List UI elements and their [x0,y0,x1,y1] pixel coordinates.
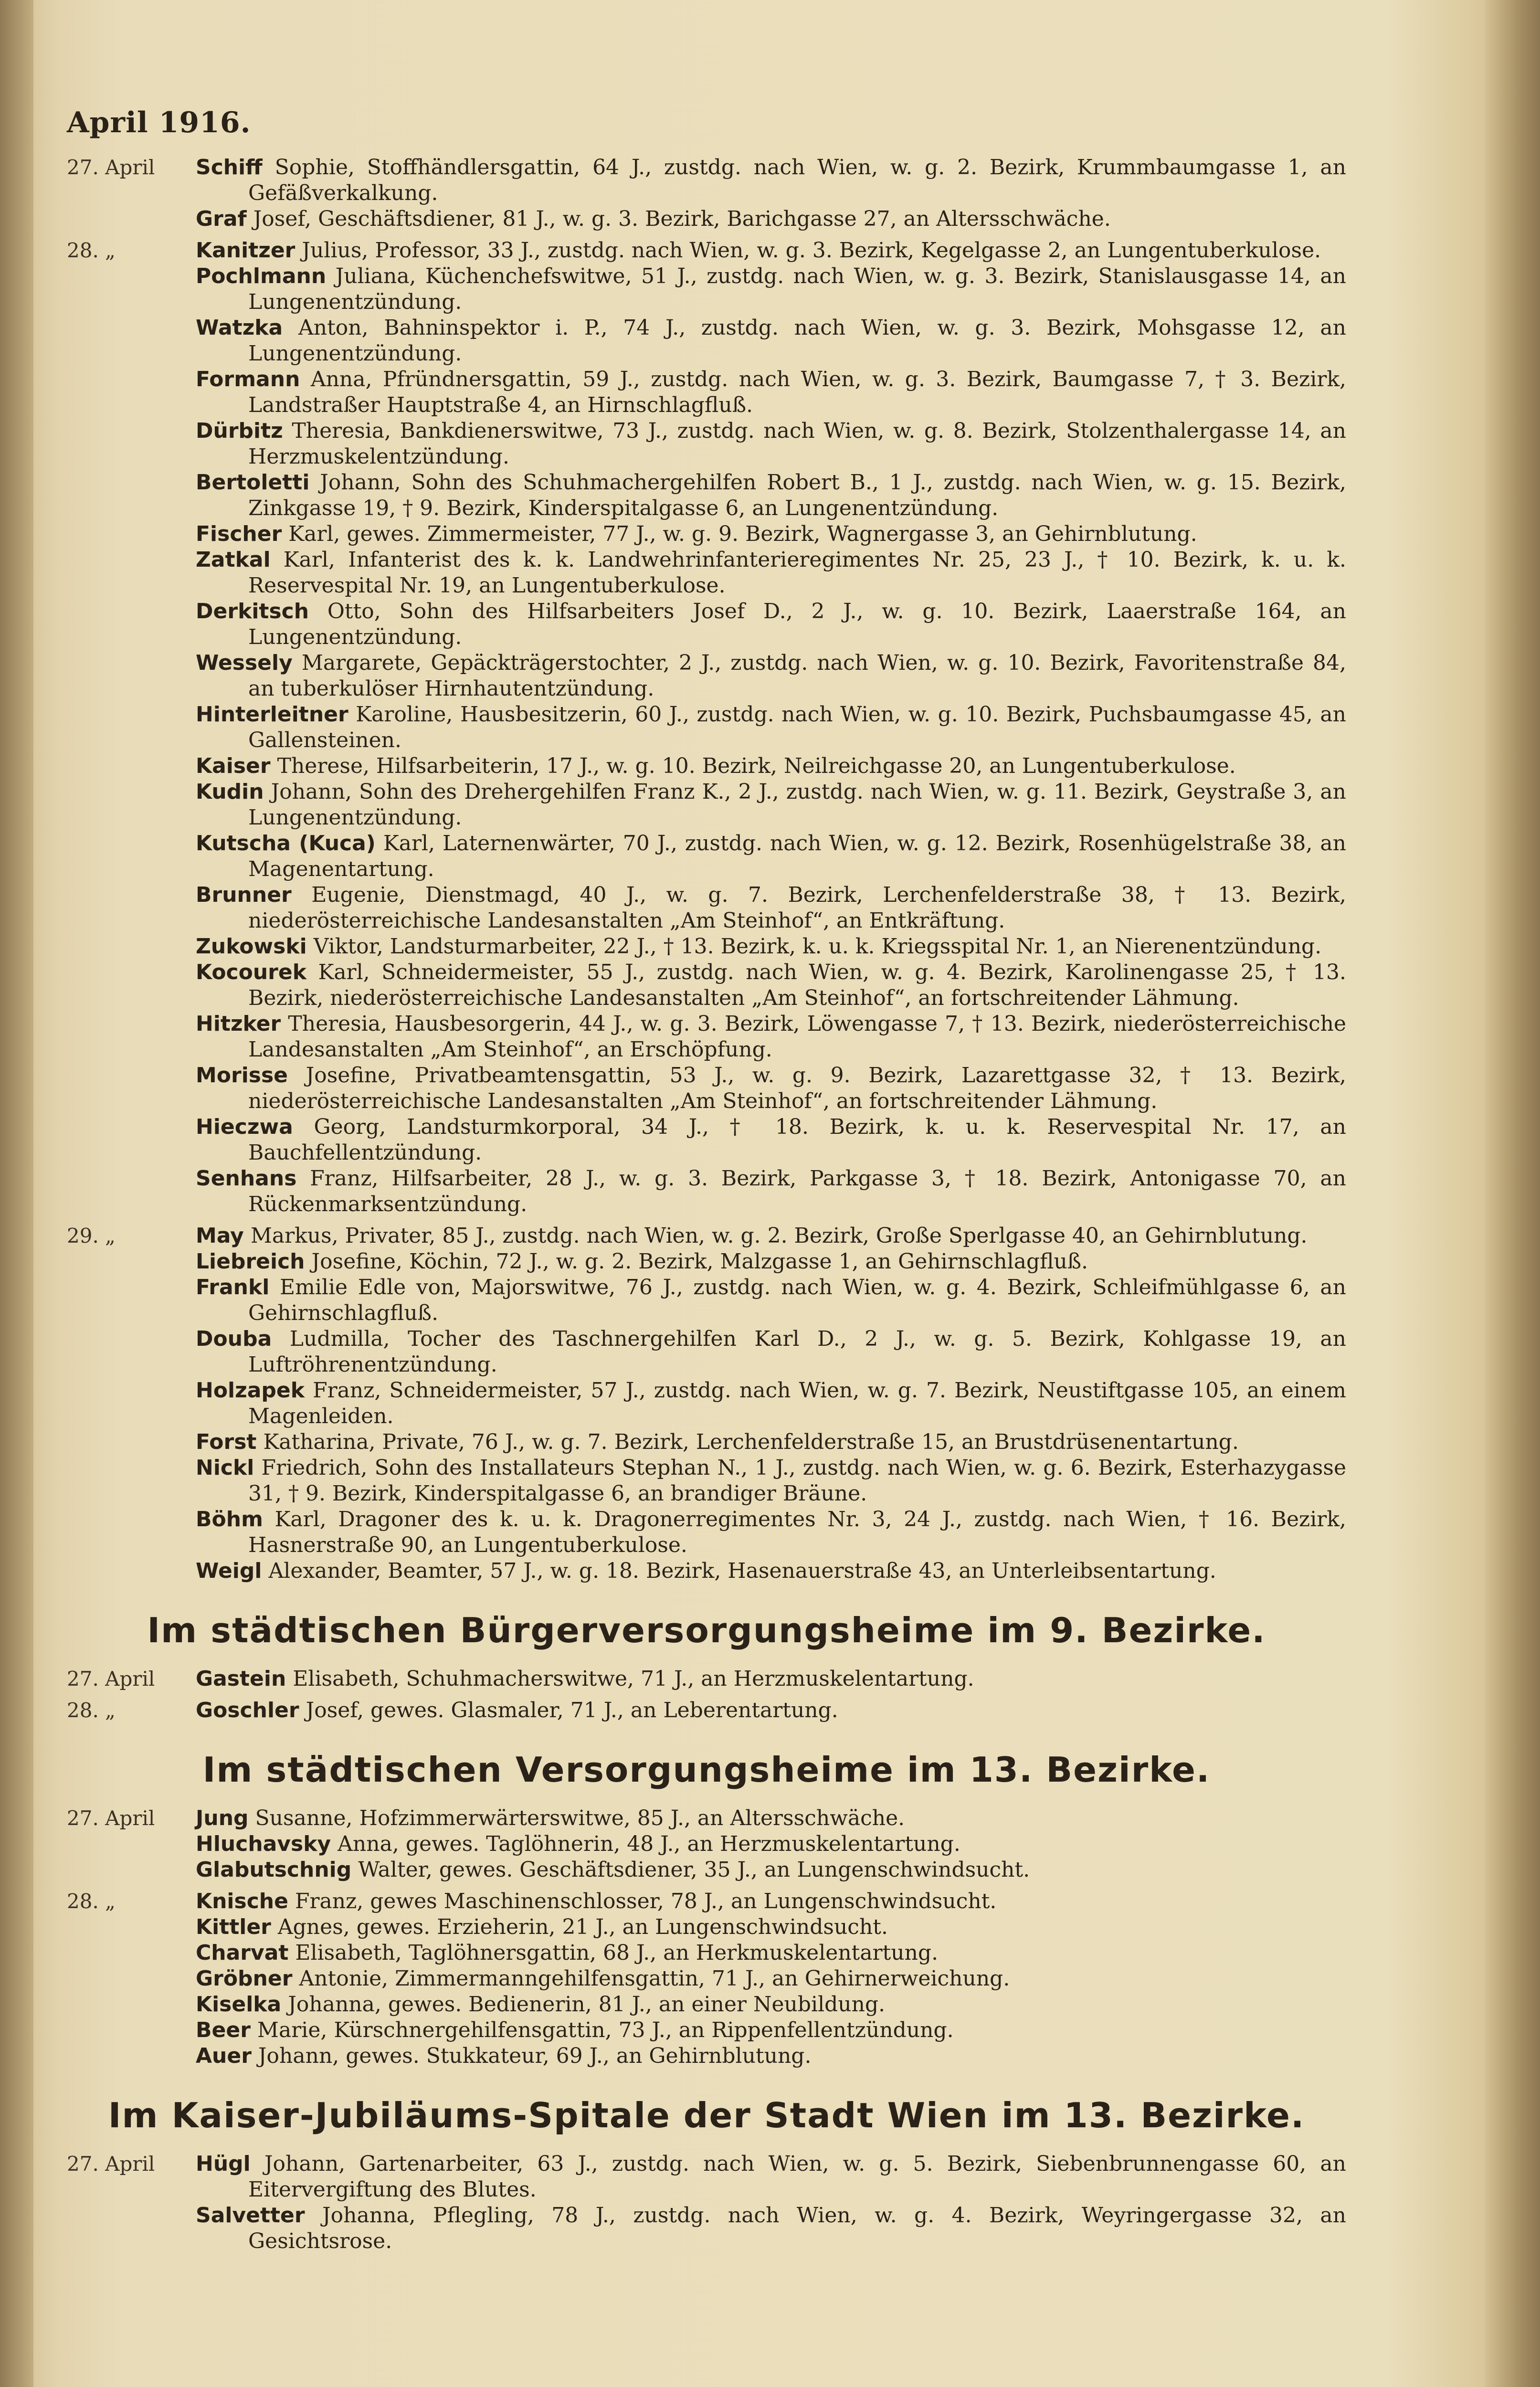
surname: Liebreich [196,1249,305,1274]
day-group [67,1806,1346,1883]
death-record-entry [196,779,1346,831]
death-record-entry [196,1966,1346,1992]
surname: Goschler [196,1698,299,1722]
surname: Dürbitz [196,419,283,443]
entry-details: Julius, Professor, 33 J., zustdg. nach Wien, w. g. 3. Bezirk, Kegelgasse 2, an Lungentuberkulose. [302,238,1321,263]
death-record-entry [196,831,1346,882]
surname: Kutscha (Kuca) [196,831,376,856]
entry-details: Johann, Sohn des Schuhmachergehilfen Robert B., 1 J., zustdg. nach Wien, w. g. 15. Bezirk, Zinkgasse 19, † 9. Bezirk, Kinderspitalgasse 6, an Lungenentzündung. [248,470,1346,520]
date-label: 27. April [67,1806,155,1830]
surname: Derkitsch [196,599,309,623]
death-record-entry [196,315,1346,367]
entry-details: Juliana, Küchenchefswitwe, 51 J., zustdg. nach Wien, w. g. 3. Bezirk, Stanislausgasse 14, an Lungenentzündung. [248,264,1346,314]
surname: May [196,1224,244,1248]
death-record-entry [196,1429,1346,1455]
entry-details: Emilie Edle von, Majorswitwe, 76 J., zustdg. nach Wien, w. g. 4. Bezirk, Schleifmühlgasse 6, an Gehirnschlagfluß. [248,1275,1346,1325]
surname: Zatkal [196,548,271,572]
surname: Kittler [196,1915,271,1939]
entry-details: Susanne, Hofzimmerwärterswitwe, 85 J., an Altersschwäche. [255,1806,905,1830]
sections-container [67,155,1346,2260]
entry-details: Johanna, gewes. Bedienerin, 81 J., an einer Neubildung. [288,1992,886,2017]
surname: Kudin [196,780,264,804]
entry-details: Anton, Bahninspektor i. P., 74 J., zustdg. nach Wien, w. g. 3. Bezirk, Mohsgasse 12, an Lungenentzündung. [248,316,1346,366]
entry-details: Ludmilla, Tocher des Taschnergehilfen Karl D., 2 J., w. g. 5. Bezirk, Kohlgasse 19, an Luftröhrenentzündung. [248,1327,1346,1377]
surname: Kocourek [196,960,306,984]
date-label: 28. „ [67,1890,116,1913]
surname: Hluchavsky [196,1832,331,1856]
surname: Pochlmann [196,264,327,288]
surname: Charvat [196,1941,289,1965]
day-group [67,1666,1346,1692]
death-record-entry [196,1857,1346,1883]
death-record-entry [196,1166,1346,1217]
death-record-entry [196,2151,1346,2203]
day-group [67,1698,1346,1723]
death-record-entry [196,1326,1346,1378]
death-record-entry [196,753,1346,779]
surname: Knische [196,1889,288,1913]
date-label: 27. April [67,1667,155,1690]
entry-details: Franz, gewes Maschinenschlosser, 78 J., an Lungenschwindsucht. [295,1889,997,1913]
surname: Douba [196,1327,272,1351]
death-record-entry [196,1558,1346,1584]
surname: Graf [196,207,247,231]
death-record-entry [196,470,1346,521]
entry-details: Antonie, Zimmermanngehilfensgattin, 71 J., an Gehirnerweichung. [299,1966,1010,1991]
death-record-entry [196,418,1346,470]
death-record-entry [196,155,1346,206]
entry-details: Otto, Sohn des Hilfsarbeiters Josef D., 2 J., w. g. 10. Bezirk, Laaerstraße 164, an Lungenentzündung. [248,599,1346,649]
death-record-entry [196,547,1346,599]
surname: Gröbner [196,1966,293,1991]
entry-details: Viktor, Landsturmarbeiter, 22 J., † 13. Bezirk, k. u. k. Kriegsspital Nr. 1, an Nierenentzündung. [313,934,1322,959]
surname: Bertoletti [196,470,310,495]
entry-details: Sophie, Stoffhändlersgattin, 64 J., zustdg. nach Wien, w. g. 2. Bezirk, Krummbaumgasse 1, an Gefäßverkalkung. [248,155,1346,205]
entry-details: Karl, Laternenwärter, 70 J., zustdg. nach Wien, w. g. 12. Bezirk, Rosenhügelstraße 38, an Magenentartung. [248,831,1346,881]
date-label: 29. „ [67,1224,116,1247]
surname: Jung [196,1806,249,1830]
surname: Nickl [196,1456,254,1480]
death-record-entry [196,367,1346,418]
entry-details: Josefine, Köchin, 72 J., w. g. 2. Bezirk, Malzgasse 1, an Gehirnschlagfluß. [311,1249,1088,1274]
surname: Salvetter [196,2203,305,2228]
date-label: 28. „ [67,1699,116,1722]
surname: Watzka [196,316,283,340]
date-label: 27. April [67,156,155,179]
surname: Hügl [196,2152,251,2176]
entry-details: Elisabeth, Taglöhnersgattin, 68 J., an Herkmuskelentartung. [295,1941,939,1965]
surname: Auer [196,2044,252,2068]
page-edge [1485,0,1540,2387]
death-record-entry [196,2203,1346,2254]
entry-details: Walter, gewes. Geschäftsdiener, 35 J., an Lungenschwindsucht. [358,1858,1030,1882]
death-record-entry [196,2043,1346,2069]
day-group [67,1889,1346,2069]
death-record-entry [196,238,1346,264]
section-title: Im städtischen Bürgerversorgungsheime im 9. Bezirke. [147,1610,1266,1650]
section-title: Im Kaiser-Jubiläums-Spitale der Stadt Wien im 13. Bezirke. [108,2095,1305,2135]
entry-details: Johanna, Pflegling, 78 J., zustdg. nach Wien, w. g. 4. Bezirk, Weyringergasse 32, an Gesichtsrose. [248,2203,1346,2253]
death-record-entry [196,1378,1346,1429]
surname: Beer [196,2018,251,2042]
day-group [67,238,1346,1217]
surname: Weigl [196,1559,262,1583]
surname: Formann [196,367,300,391]
death-record-entry [196,521,1346,547]
day-group [67,155,1346,232]
surname: Holzapek [196,1378,305,1403]
death-record-entry [196,2017,1346,2043]
surname: Fischer [196,522,282,546]
death-record-entry [196,934,1346,960]
death-record-entry [196,1249,1346,1275]
entry-details: Elisabeth, Schuhmacherswitwe, 71 J., an Herzmuskelentartung. [293,1667,974,1691]
page-content [67,106,1346,2260]
entry-details: Margarete, Gepäckträgerstochter, 2 J., zustdg. nach Wien, w. g. 10. Bezirk, Favoritenstraße 84, an tuberkulöser Hirnhautentzündung. [248,651,1346,701]
surname: Frankl [196,1275,270,1299]
death-record-entry [196,1831,1346,1857]
death-record-entry [196,599,1346,650]
entry-details: Karl, Schneidermeister, 55 J., zustdg. nach Wien, w. g. 4. Bezirk, Karolinengasse 25, † 13. Bezirk, niederösterreichische Landesanstalten „Am Steinhof“, an fortschreitender Lähmung. [248,960,1346,1010]
surname: Hieczwa [196,1115,293,1139]
entry-details: Josefine, Privatbeamtensgattin, 53 J., w. g. 9. Bezirk, Lazarettgasse 32, † 13. Bezirk, niederösterreichische Landesanstalten „Am Steinhof“, an fortschreitender Lähmung. [248,1063,1346,1113]
death-record-entry [196,1114,1346,1166]
death-record-entry [196,1011,1346,1063]
death-record-entry [196,1275,1346,1326]
death-record-entry [196,1940,1346,1966]
entry-details: Anna, gewes. Taglöhnerin, 48 J., an Herzmuskelentartung. [338,1832,960,1856]
surname: Hitzker [196,1012,281,1036]
entry-details: Anna, Pfründnersgattin, 59 J., zustdg. nach Wien, w. g. 3. Bezirk, Baumgasse 7, † 3. Bezirk, Landstraßer Hauptstraße 4, an Hirnschlagfluß. [248,367,1346,417]
surname: Kiselka [196,1992,282,2017]
surname: Kanitzer [196,238,295,263]
surname: Gastein [196,1667,286,1691]
entry-details: Georg, Landsturmkorporal, 34 J., † 18. Bezirk, k. u. k. Reservespital Nr. 17, an Bauchfellentzündung. [248,1115,1346,1165]
date-label: 28. „ [67,239,116,262]
death-record-entry [196,1992,1346,2017]
death-record-entry [196,264,1346,315]
entry-details: Eugenie, Dienstmagd, 40 J., w. g. 7. Bezirk, Lerchenfelderstraße 38, † 13. Bezirk, niederösterreichische Landesanstalten „Am Steinhof“, an Entkräftung. [248,883,1346,933]
surname: Senhans [196,1166,297,1191]
surname: Kaiser [196,754,271,778]
entry-details: Karoline, Hausbesitzerin, 60 J., zustdg. nach Wien, w. g. 10. Bezirk, Puchsbaumgasse 45, an Gallensteinen. [248,702,1346,752]
entry-details: Josef, gewes. Glasmaler, 71 J., an Leberentartung. [306,1698,838,1722]
entry-details: Franz, Hilfsarbeiter, 28 J., w. g. 3. Bezirk, Parkgasse 3, † 18. Bezirk, Antonigasse 70, an Rückenmarksentzündung. [248,1166,1346,1216]
surname: Brunner [196,883,292,907]
death-record-entry [196,1063,1346,1114]
surname: Schiff [196,155,263,180]
entry-details: Karl, gewes. Zimmermeister, 77 J., w. g. 9. Bezirk, Wagnergasse 3, an Gehirnblutung. [288,522,1197,546]
entry-details: Johann, gewes. Stukkateur, 69 J., an Gehirnblutung. [258,2044,812,2068]
surname: Morisse [196,1063,288,1088]
entry-details: Friedrich, Sohn des Installateurs Stephan N., 1 J., zustdg. nach Wien, w. g. 6. Bezirk, Esterhazygasse 31, † 9. Bezirk, Kinderspitalgasse 6, an brandiger Bräune. [248,1456,1346,1506]
surname: Forst [196,1430,257,1454]
entry-details: Karl, Infanterist des k. k. Landwehrinfanterieregimentes Nr. 25, 23 J., † 10. Bezirk, k. u. k. Reservespital Nr. 19, an Lungentuberkulose. [248,548,1346,598]
surname: Glabutschnig [196,1858,352,1882]
day-group [67,1223,1346,1584]
death-record-entry [196,882,1346,934]
death-record-entry [196,1914,1346,1940]
death-record-entry [196,1806,1346,1831]
surname: Hinterleitner [196,702,348,727]
death-record-entry [196,702,1346,753]
entry-details: Marie, Kürschnergehilfensgattin, 73 J., an Rippenfellentzündung. [257,2018,954,2042]
death-record-entry [196,1889,1346,1914]
death-record-entry [196,1666,1346,1692]
death-record-entry [196,1698,1346,1723]
entry-details: Theresia, Hausbesorgerin, 44 J., w. g. 3. Bezirk, Löwengasse 7, † 13. Bezirk, niederösterreichische Landesanstalten „Am Steinhof“, an Erschöpfung. [248,1012,1346,1062]
entry-details: Katharina, Private, 76 J., w. g. 7. Bezirk, Lerchenfelderstraße 15, an Brustdrüsenentartung. [263,1430,1239,1454]
day-group [67,2151,1346,2254]
surname: Böhm [196,1507,263,1531]
entry-details: Alexander, Beamter, 57 J., w. g. 18. Bezirk, Hasenauerstraße 43, an Unterleibsentartung. [268,1559,1216,1583]
entry-details: Johann, Gartenarbeiter, 63 J., zustdg. nach Wien, w. g. 5. Bezirk, Siebenbrunnengasse 60, an Eitervergiftung des Blutes. [248,2152,1346,2202]
date-label: 27. April [67,2152,155,2176]
entry-details: Franz, Schneidermeister, 57 J., zustdg. nach Wien, w. g. 7. Bezirk, Neustiftgasse 105, an einem Magenleiden. [248,1378,1346,1428]
entry-details: Karl, Dragoner des k. u. k. Dragonerregimentes Nr. 3, 24 J., zustdg. nach Wien, † 16. Bezirk, Hasnerstraße 90, an Lungentuberkulose. [248,1507,1346,1557]
death-record-entry [196,650,1346,702]
entry-details: Markus, Privater, 85 J., zustdg. nach Wien, w. g. 2. Bezirk, Große Sperlgasse 40, an Gehirnblutung. [250,1224,1308,1248]
entry-details: Agnes, gewes. Erzieherin, 21 J., an Lungenschwindsucht. [277,1915,888,1939]
surname: Wessely [196,651,293,675]
entry-details: Johann, Sohn des Drehergehilfen Franz K., 2 J., zustdg. nach Wien, w. g. 11. Bezirk, Geystraße 3, an Lungenentzündung. [248,780,1346,830]
entry-details: Theresia, Bankdienerswitwe, 73 J., zustdg. nach Wien, w. g. 8. Bezirk, Stolzenthalergasse 14, an Herzmuskelentzündung. [248,419,1346,469]
death-record-entry [196,1455,1346,1507]
entry-details: Josef, Geschäftsdiener, 81 J., w. g. 3. Bezirk, Barichgasse 27, an Altersschwäche. [253,207,1111,231]
entry-details: Therese, Hilfsarbeiterin, 17 J., w. g. 10. Bezirk, Neilreichgasse 20, an Lungentuberkulose. [277,754,1236,778]
death-record-entry [196,1223,1346,1249]
death-record-entry [196,206,1346,232]
death-record-entry [196,960,1346,1011]
section-title: Im städtischen Versorgungsheime im 13. Bezirke. [202,1750,1211,1790]
surname: Zukowski [196,934,307,959]
page-header: April 1916. [67,106,251,139]
book-binding [0,0,33,2387]
death-record-entry [196,1507,1346,1558]
